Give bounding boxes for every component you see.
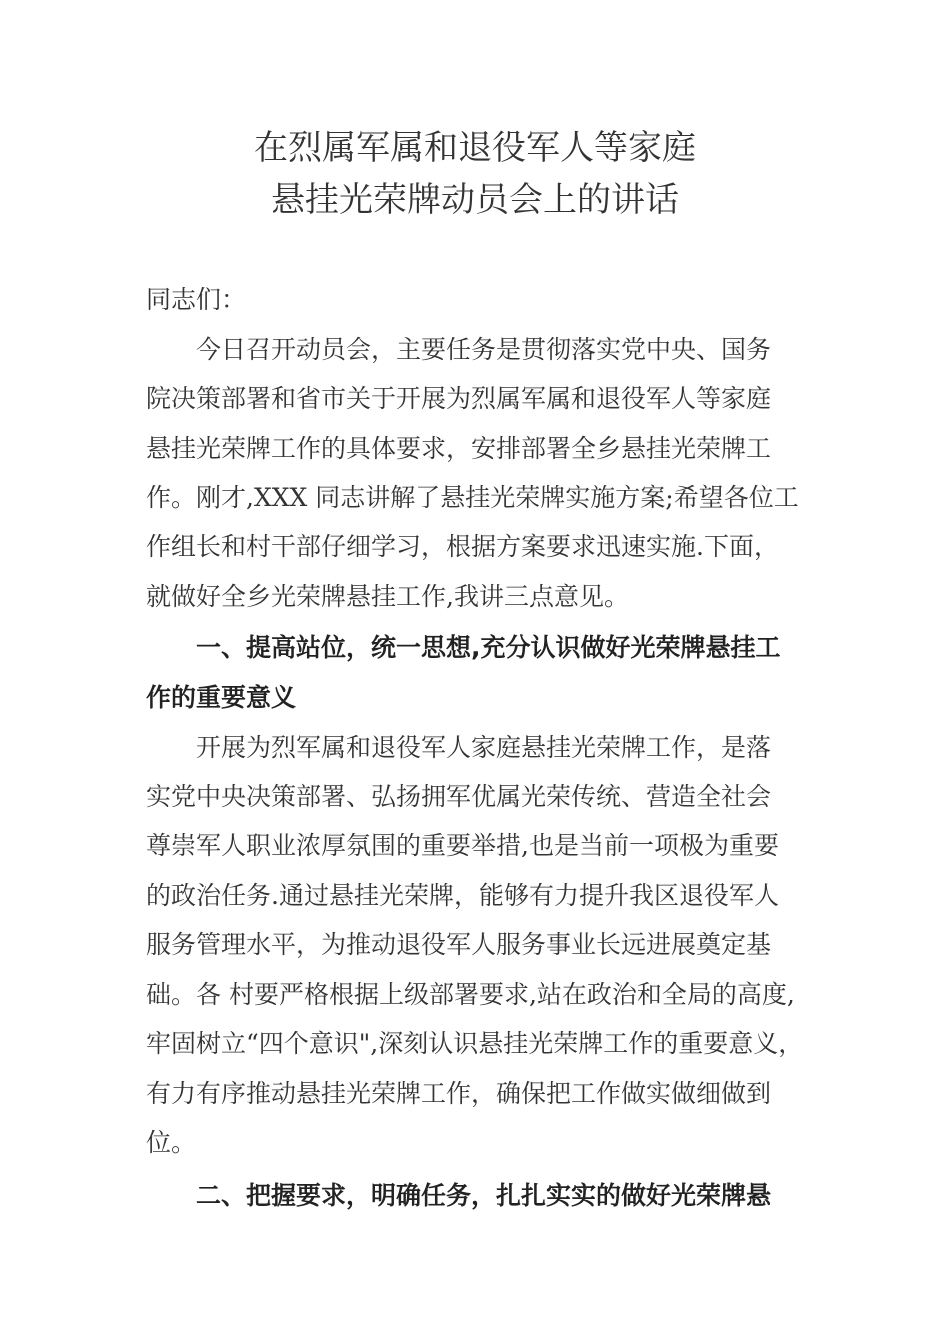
- paragraph-2-line: 础。各 村要严格根据上级部署要求,站在政治和全局的高度,: [146, 980, 795, 1009]
- document-title-line-1: 在烈属军属和退役军人等家庭: [254, 128, 696, 168]
- paragraph-1-line: 作。刚才,XXX 同志讲解了悬挂光荣牌实施方案;希望各位工: [146, 483, 799, 512]
- paragraph-2-line: 位。: [146, 1128, 197, 1157]
- paragraph-2-line: 尊崇军人职业浓厚氛围的重要举措,也是当前一项极为重要: [146, 831, 779, 860]
- paragraph-2-line: 开展为烈军属和退役军人家庭悬挂光荣牌工作，是落: [196, 733, 772, 762]
- section-heading-1: 一、提高站位，统一思想,充分认识做好光荣牌悬挂工: [196, 633, 781, 662]
- paragraph-1-line: 作组长和村干部仔细学习，根据方案要求迅速实施.下面，: [146, 532, 779, 561]
- paragraph-1-line: 院决策部署和省市关于开展为烈属军属和退役军人等家庭: [146, 384, 772, 413]
- paragraph-1-line: 今日召开动员会，主要任务是贯彻落实党中央、国务: [196, 335, 772, 364]
- paragraph-2-line: 有力有序推动悬挂光荣牌工作，确保把工作做实做细做到: [146, 1079, 772, 1108]
- section-heading-1: 作的重要意义: [146, 683, 297, 712]
- section-heading-2: 二、把握要求，明确任务，扎扎实实的做好光荣牌悬: [196, 1181, 772, 1210]
- paragraph-1-line: 就做好全乡光荣牌悬挂工作,我讲三点意见。: [146, 582, 629, 611]
- paragraph-2-line: 的政治任务.通过悬挂光荣牌，能够有力提升我区退役军人: [146, 881, 779, 910]
- paragraph-2-line: 实党中央决策部署、弘扬拥军优属光荣传统、营造全社会: [146, 782, 772, 811]
- document-title-line-2: 悬挂光荣牌动员会上的讲话: [271, 180, 679, 220]
- paragraph-2-line: 服务管理水平，为推动退役军人服务事业长远进展奠定基: [146, 930, 772, 959]
- salutation: 同志们：: [146, 285, 247, 314]
- paragraph-2-line: 牢固树立“四个意识",深刻认识悬挂光荣牌工作的重要意义，: [146, 1029, 804, 1058]
- paragraph-1-line: 悬挂光荣牌工作的具体要求，安排部署全乡悬挂光荣牌工: [146, 434, 772, 463]
